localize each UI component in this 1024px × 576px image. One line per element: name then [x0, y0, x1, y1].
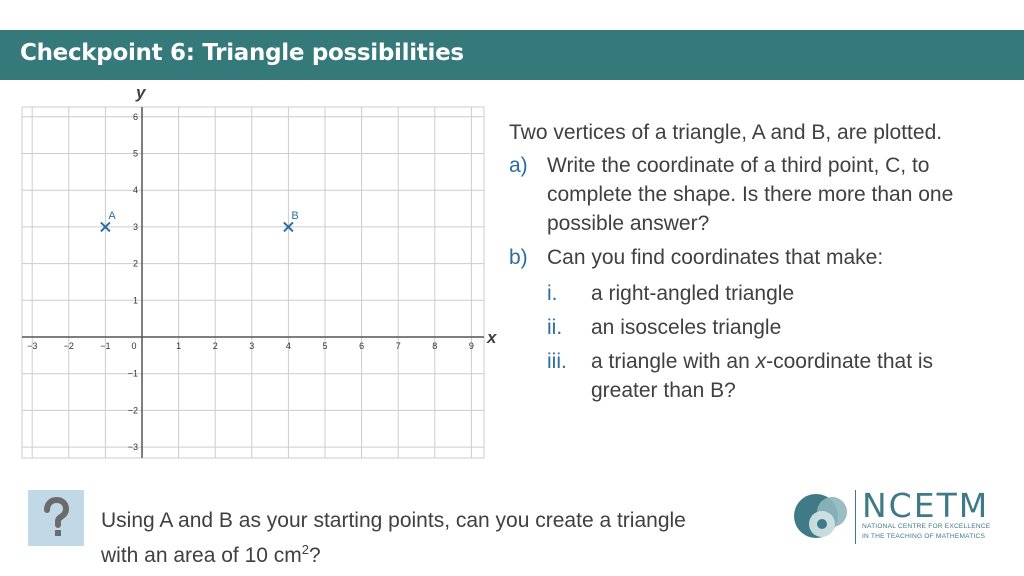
- tick-labels: [27, 112, 474, 452]
- x-tick-label: 3: [249, 341, 255, 351]
- question-intro: Two vertices of a triangle, A and B, are plotted.: [509, 121, 943, 144]
- x-tick-label: 4: [285, 341, 291, 351]
- x-axis-label: x: [487, 328, 497, 347]
- part-a: [509, 151, 979, 238]
- x-tick-label: 2: [212, 341, 218, 351]
- y-tick-label: 4: [132, 185, 138, 196]
- prompt-line-2: [101, 535, 781, 570]
- part-b-i: [509, 279, 979, 308]
- question-mark-icon: [28, 490, 84, 546]
- grid-lines: [22, 107, 484, 458]
- x-tick-label: 0: [131, 341, 137, 351]
- part-b-iii-label: iii.: [547, 350, 567, 373]
- prompt-line-2-text: with an area of 10 cm: [101, 544, 302, 567]
- logo-subtitle-1: NATIONAL CENTRE FOR EXCELLENCE: [862, 523, 991, 530]
- x-tick-label: 6: [359, 341, 365, 351]
- y-tick-label: −1: [127, 368, 138, 379]
- part-b-iii-pre: a triangle with an: [591, 350, 756, 373]
- y-tick-label: 1: [132, 295, 138, 306]
- starter-prompt: [101, 506, 781, 570]
- logo-name: NCETM: [862, 486, 990, 525]
- axes: [22, 107, 484, 458]
- header-bar: [0, 30, 1024, 80]
- x-tick-label: −3: [27, 341, 38, 351]
- x-tick-label: −1: [100, 341, 111, 351]
- part-b-iii: [509, 347, 979, 405]
- y-axis-label: y: [136, 83, 146, 102]
- page-title: Checkpoint 6: Triangle possibilities: [20, 40, 464, 66]
- part-b-i-text: a right-angled triangle: [591, 282, 795, 305]
- x-tick-label: 8: [432, 341, 438, 351]
- x-tick-label: −2: [63, 341, 74, 351]
- part-a-text: Write the coordinate of a third point, C, to complete the shape. Is there more than one possible answer?: [547, 154, 954, 235]
- prompt-superscript: 2: [301, 542, 310, 557]
- part-b-text: Can you find coordinates that make:: [547, 246, 884, 269]
- part-b: [509, 243, 979, 272]
- part-b-iii-post: -coordinate that is greater than B?: [591, 350, 934, 402]
- part-b-ii: [509, 313, 979, 342]
- coordinate-grid: [0, 80, 520, 465]
- ncetm-logo-icon: [792, 490, 854, 546]
- y-tick-label: −2: [127, 405, 138, 416]
- prompt-line-2-end: ?: [309, 544, 321, 567]
- question-panel: [509, 118, 979, 405]
- part-b-iii-x: x: [755, 350, 767, 373]
- part-a-label: a): [509, 154, 528, 177]
- x-tick-label: 7: [395, 341, 401, 351]
- point-a: [101, 210, 117, 232]
- part-b-ii-text: an isosceles triangle: [591, 316, 782, 339]
- x-tick-label: 9: [468, 341, 474, 351]
- y-tick-label: 6: [132, 111, 138, 122]
- point-label: A: [108, 209, 116, 222]
- plotted-points: [101, 210, 299, 232]
- x-tick-label: 5: [322, 341, 328, 351]
- y-tick-label: 2: [132, 258, 138, 269]
- logo-divider: [855, 490, 856, 544]
- y-tick-label: −3: [127, 442, 138, 453]
- part-b-ii-label: ii.: [547, 316, 563, 339]
- part-b-label: b): [509, 246, 528, 269]
- part-b-i-label: i.: [547, 282, 558, 305]
- point-label: B: [291, 209, 299, 222]
- help-box: [28, 490, 84, 546]
- prompt-line-1: Using A and B as your starting points, can you create a triangle: [101, 509, 686, 532]
- x-tick-label: 1: [176, 341, 182, 351]
- part-b-iii-text: [591, 347, 979, 405]
- point-b: [284, 210, 299, 232]
- logo-subtitle-2: IN THE TEACHING OF MATHEMATICS: [862, 533, 986, 540]
- y-tick-label: 3: [132, 221, 138, 232]
- y-tick-label: 5: [132, 148, 138, 159]
- ncetm-logo: [792, 488, 1002, 548]
